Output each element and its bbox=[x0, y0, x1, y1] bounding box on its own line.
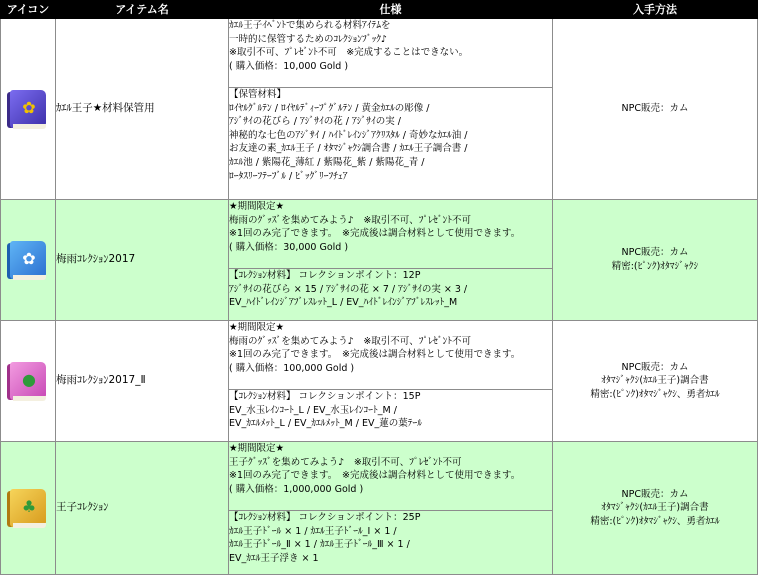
spec-line: ※取引不可、ﾌﾟﾚｾﾞﾝﾄ不可 ※完成することはできない。 bbox=[229, 47, 469, 59]
spec-line: ﾛｲﾔﾙｸﾞﾙﾃﾝ / ﾛｲﾔﾙﾃﾞｨｰﾌﾟｸﾞﾙﾃﾝ / 黄金ｶｴﾙの彫像 / bbox=[229, 102, 430, 114]
source-line: NPC販売：カム bbox=[621, 103, 689, 115]
table-row bbox=[1, 442, 758, 511]
spec-line: 王子ｸﾞｯｽﾞを集めてみよう♪ ※取引不可、ﾌﾟﾚｾﾞﾝﾄ不可 bbox=[229, 456, 462, 468]
spec-line: EV_ﾊｲﾄﾞﾚｲﾝｼﾞｱﾌﾞﾚｽﾚｯﾄ_L / EV_ﾊｲﾄﾞﾚｲﾝｼﾞｱﾌﾞﾚｽﾚｯﾄ_M bbox=[229, 297, 458, 309]
table-row bbox=[1, 321, 758, 390]
spec-line: ｶｴﾙ王子ｲﾍﾞﾝﾄで集められる材料ｱｲﾃﾑを bbox=[229, 20, 391, 31]
spec-materials bbox=[229, 511, 553, 575]
spec-line: ﾛｰﾀｽﾘｰﾌﾃｰﾌﾞﾙ / ﾋﾞｯｸﾞﾘｰﾌﾁｪｱ bbox=[229, 170, 348, 182]
spec-line: ｶｴﾙ王子ﾄﾞｰﾙ_Ⅱ × 1 / ｶｴﾙ王子ﾄﾞｰﾙ_Ⅲ × 1 / bbox=[229, 539, 410, 551]
spec-materials bbox=[229, 390, 553, 442]
spec-line: 【ｺﾚｸｼｮﾝ材料】 コレクションポイント：25P bbox=[229, 512, 421, 523]
header-item-name: アイテム名 bbox=[56, 1, 229, 19]
spec-line: EV_ｶｴﾙ王子浮き × 1 bbox=[229, 552, 319, 564]
spec-line: 梅雨のｸﾞｯｽﾞを集めてみよう♪ ※取引不可、ﾌﾟﾚｾﾞﾝﾄ不可 bbox=[229, 214, 472, 226]
spec-line: ｶｴﾙ池 / 紫陽花_薄紅 / 紫陽花_紫 / 紫陽花_青 / bbox=[229, 156, 425, 168]
spec-materials bbox=[229, 88, 553, 200]
icon-cell bbox=[1, 200, 56, 321]
spec-line: 神秘的な七色のｱｼﾞｻｲ / ﾊｲﾄﾞﾚｲﾝｼﾞｱｸﾘｽﾀﾙ / 奇妙なｶｴﾙ油 / bbox=[229, 129, 468, 141]
spec-line: ( 購入価格：30,000 Gold ) bbox=[229, 241, 349, 253]
spec-line: ｱｼﾞｻｲの花びら / ｱｼﾞｻｲの花 / ｱｼﾞｻｲの実 / bbox=[229, 116, 401, 128]
header-row bbox=[1, 1, 758, 19]
spec-line: お友達の素_ｶｴﾙ王子 / ｵﾀﾏｼﾞｬｸｼ調合書 / ｶｴﾙ王子調合書 / bbox=[229, 143, 468, 155]
yellow-book-clover-icon: ♣ bbox=[5, 485, 51, 531]
source-line: NPC販売：カム bbox=[621, 488, 689, 500]
spec-line: ( 購入価格：100,000 Gold ) bbox=[229, 362, 355, 374]
blue-book-flower-icon: ✿ bbox=[5, 237, 51, 283]
spec-line: ｶｴﾙ王子ﾄﾞｰﾙ × 1 / ｶｴﾙ王子ﾄﾞｰﾙ_Ⅰ × 1 / bbox=[229, 525, 397, 537]
spec-description bbox=[229, 321, 553, 390]
spec-description bbox=[229, 19, 553, 88]
spec-line: ( 購入価格：10,000 Gold ) bbox=[229, 60, 349, 72]
spec-line: ( 購入価格：1,000,000 Gold ) bbox=[229, 483, 364, 495]
item-name: ｶｴﾙ王子★材料保管用 bbox=[56, 19, 229, 200]
source-line: NPC販売：カム bbox=[621, 361, 689, 373]
spec-line: 一時的に保管するためのｺﾚｸｼｮﾝﾌﾞｯｸ♪ bbox=[229, 33, 388, 45]
source-line: ｵﾀﾏｼﾞｬｸｼ(ｶｴﾙ王子)調合書 bbox=[601, 375, 709, 387]
source-cell bbox=[553, 200, 758, 321]
source-line: 精密:(ﾋﾟﾝｸ)ｵﾀﾏｼﾞｬｸｼ、勇者ｶｴﾙ bbox=[590, 515, 720, 527]
purple-book-golden-frog-icon: ✿ bbox=[5, 86, 51, 132]
source-line: NPC販売：カム bbox=[621, 247, 689, 259]
pink-book-green-frog-icon: ● bbox=[5, 358, 51, 404]
source-cell bbox=[553, 442, 758, 575]
spec-description bbox=[229, 442, 553, 511]
spec-line: 【ｺﾚｸｼｮﾝ材料】 コレクションポイント：15P bbox=[229, 391, 421, 402]
source-cell bbox=[553, 321, 758, 442]
item-name: 梅雨ｺﾚｸｼｮﾝ2017 bbox=[56, 200, 229, 321]
spec-line: ｱｼﾞｻｲの花びら × 15 / ｱｼﾞｻｲの花 × 7 / ｱｼﾞｻｲの実 × 3 / bbox=[229, 283, 468, 295]
spec-line: ★期間限定★ bbox=[229, 322, 285, 333]
source-line: 精密:(ﾋﾟﾝｸ)ｵﾀﾏｼﾞｬｸｼ bbox=[611, 261, 699, 272]
header-icon: アイコン bbox=[1, 1, 56, 19]
icon-cell bbox=[1, 321, 56, 442]
spec-description bbox=[229, 200, 553, 269]
icon-cell bbox=[1, 442, 56, 575]
table-row bbox=[1, 200, 758, 269]
header-source: 入手方法 bbox=[553, 1, 758, 19]
source-line: ｵﾀﾏｼﾞｬｸｼ(ｶｴﾙ王子)調合書 bbox=[601, 502, 709, 514]
source-cell bbox=[553, 19, 758, 200]
spec-line: ※1回のみ完了できます。 ※完成後は調合材料として使用できます。 bbox=[229, 349, 521, 361]
spec-line: EV_ｶｴﾙﾒｯﾄ_L / EV_ｶｴﾙﾒｯﾄ_M / EV_蓮の葉ﾃｰﾙ bbox=[229, 418, 422, 430]
spec-line: ※1回のみ完了できます。 ※完成後は調合材料として使用できます。 bbox=[229, 470, 521, 482]
item-name: 王子ｺﾚｸｼｮﾝ bbox=[56, 442, 229, 575]
spec-line: 梅雨のｸﾞｯｽﾞを集めてみよう♪ ※取引不可、ﾌﾟﾚｾﾞﾝﾄ不可 bbox=[229, 335, 472, 347]
spec-line: 【ｺﾚｸｼｮﾝ材料】 コレクションポイント：12P bbox=[229, 270, 421, 281]
icon-cell bbox=[1, 19, 56, 200]
spec-line: ★期間限定★ bbox=[229, 443, 285, 454]
spec-materials bbox=[229, 269, 553, 321]
spec-line: ※1回のみ完了できます。 ※完成後は調合材料として使用できます。 bbox=[229, 228, 521, 240]
spec-line: ★期間限定★ bbox=[229, 201, 285, 212]
source-line: 精密:(ﾋﾟﾝｸ)ｵﾀﾏｼﾞｬｸｼ、勇者ｶｴﾙ bbox=[590, 388, 720, 400]
table-row bbox=[1, 19, 758, 88]
item-name: 梅雨ｺﾚｸｼｮﾝ2017_Ⅱ bbox=[56, 321, 229, 442]
spec-line: 【保管材料】 bbox=[229, 89, 287, 100]
header-spec: 仕様 bbox=[229, 1, 553, 19]
spec-line: EV_水玉ﾚｲﾝｺｰﾄ_L / EV_水玉ﾚｲﾝｺｰﾄ_M / bbox=[229, 404, 397, 416]
